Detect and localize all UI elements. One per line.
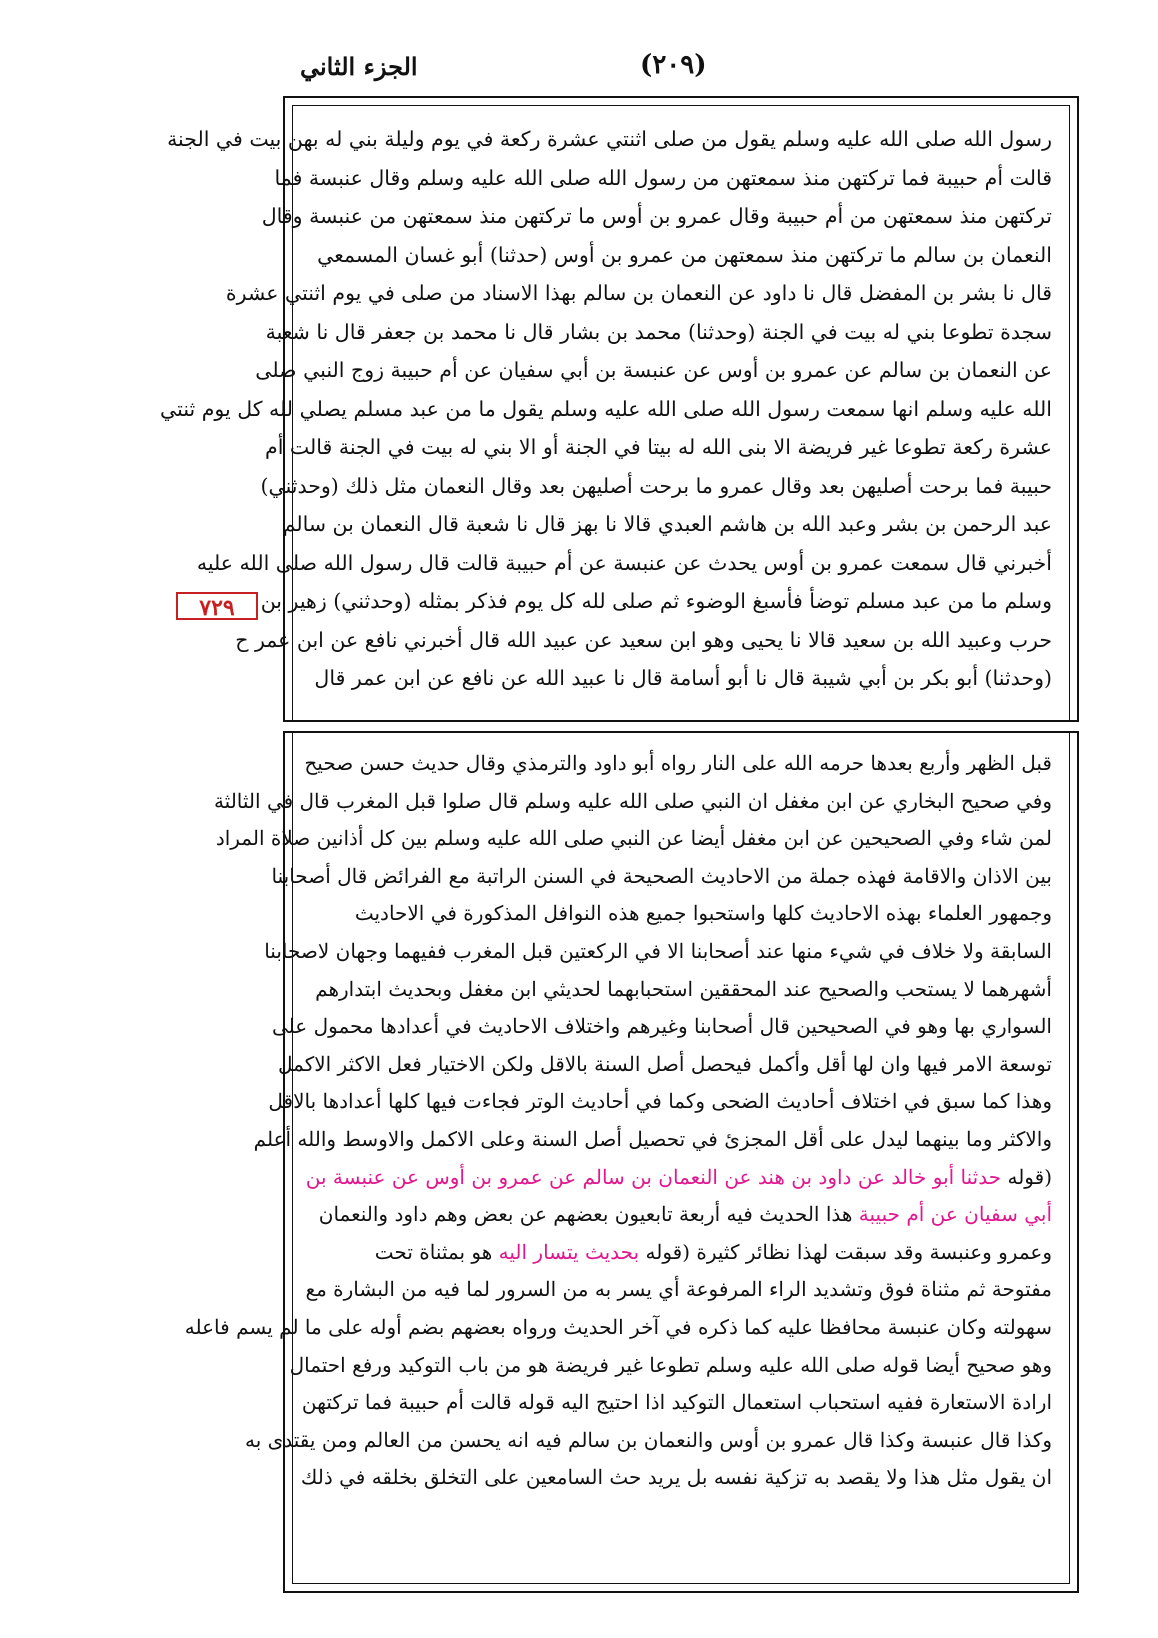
text-line: قالت أم حبيبة فما تركتهن منذ سمعتهن من رسول الله صلى الله عليه وسلم وقال عنبسة فما [274,165,1052,190]
text-line: سجدة تطوعا بني له بيت في الجنة (وحدثنا) محمد بن بشار قال نا محمد بن جعفر قال نا شعبة [265,319,1052,344]
text-line: وفي صحيح البخاري عن ابن مغفل ان النبي صلى الله عليه وسلم قال صلوا قبل المغرب قال في الثالثة [213,788,1052,813]
text-line: قال نا بشر بن المفضل قال نا داود عن النعمان بن سالم بهذا الاسناد من صلى في يوم اثنتي عشرة [225,281,1052,305]
text-line: سهولته وكان عنبسة محافظا عليه كما ذكره في آخر الحديث ورواه بعضهم بضم أوله على ما لم يسم فاعله [184,1314,1052,1339]
text-line: وهذا كما سبق في اختلاف أحاديث الضحى وكما في أحاديث الوتر فجاءت فيها كلها أعدادها بالاقل [268,1089,1052,1114]
text-line: السواري بها وهو في الصحيحين قال أصحابنا وغيرهم واختلاف الاحاديث في أعدادها محمول على [272,1014,1052,1039]
text-line: عبد الرحمن بن بشر وعبد الله بن هاشم العبدي قالا نا بهز قال نا شعبة قال النعمان بن سالم [282,512,1052,536]
text-line: عشرة ركعة تطوعا غير فريضة الا بنى الله له بيتا في الجنة أو الا بني له بيت في الجنة قالت أم [265,435,1052,459]
page-number: (٢٠٩) [640,50,707,80]
text-line: قبل الظهر وأربع بعدها حرمه الله على النار رواه أبو داود والترمذي وقال حديث حسن صحيح [304,751,1052,775]
commentary-text-block [184,745,1052,1497]
text-line: وهو صحيح أيضا قوله صلى الله عليه وسلم تطوعا غير فريضة هو من باب التوكيد ورفع احتمال [289,1352,1052,1377]
text-line: أخبرني قال سمعت عمرو بن أوس يحدث عن عنبسة عن أم حبيبة قالت قال رسول الله صلى الله عليه [196,550,1052,575]
text-line: الله عليه وسلم انها سمعت رسول الله صلى الله عليه وسلم يقول ما من عبد مسلم يصلي لله كل يوم ثنتي [160,396,1052,421]
text-line: والاكثر وما بينهما ليدل على أقل المجزئ في تحصيل أصل السنة وعلى الاكمل والاوسط والله أعلم [253,1126,1052,1151]
text-line: (قوله حدثنا أبو خالد عن داود بن هند عن النعمان بن سالم عن عمرو بن أوس عن عنبسة بن [305,1164,1052,1189]
text-line: تركتهن منذ سمعتهن من أم حبيبة وقال عمرو بن أوس ما تركتهن منذ سمعتهن من عنبسة وقال [261,204,1052,228]
text-line: ان يقول مثل هذا ولا يقصد به تزكية نفسه بل يريد حث السامعين على التخلق بخلقه في ذلك [300,1465,1052,1490]
text-line: السابقة ولا خلاف في شيء منها عند أصحابنا الا في الركعتين قبل المغرب ففيهما وجهان لاصحابنا [264,938,1052,963]
text-line: أشهرهما لا يستحب والصحيح عند المحققين استحبابهما لحديثي ابن مغفل وبحديث ابتدارهم [315,976,1052,1001]
text-line: وكذا قال عنبسة وكذا قال عمرو بن أوس والنعمان بن سالم فيه انه يحسن من العالم ومن يقتدى به [244,1427,1052,1452]
text-line: وعمرو وعنبسة وقد سبقت لهذا نظائر كثيرة (قوله بحديث يتسار اليه هو بمثناة تحت [374,1239,1052,1264]
text-line: وسلم ما من عبد مسلم توضأ فأسبغ الوضوء ثم صلى لله كل يوم فذكر بمثله (وحدثني) زهير بن [260,589,1052,613]
text-line: (وحدثنا) أبو بكر بن أبي شيبة قال نا أبو أسامة قال نا عبيد الله عن نافع عن ابن عمر قال [314,666,1052,690]
text-line: رسول الله صلى الله عليه وسلم يقول من صلى اثنتي عشرة ركعة في يوم وليلة بني له بهن بيت في الجنة [167,127,1052,151]
text-line: حرب وعبيد الله بن سعيد قالا نا يحيى وهو ابن سعيد عن عبيد الله قال أخبرني نافع عن ابن عمر ح [235,627,1052,652]
text-line: أبي سفيان عن أم حبيبة هذا الحديث فيه أربعة تابعيون بعضهم عن بعض وهم داود والنعمان [318,1202,1052,1227]
text-line: مفتوحة ثم مثناة فوق وتشديد الراء المرفوعة أي يسر به من السرور لما فيه من البشارة مع [305,1277,1052,1302]
text-line: حبيبة فما برحت أصليهن بعد وقال عمرو ما برحت أصليهن بعد وقال النعمان مثل ذلك (وحدثني) [260,473,1052,498]
text-line: توسعة الامر فيها وان لها أقل وأكمل فيحصل أصل السنة بالاقل ولكن الاختيار فعل الاكثر الاكمل [277,1051,1052,1076]
text-line: لمن شاء وفي الصحيحين عن ابن مغفل أيضا عن النبي صلى الله عليه وسلم بين كل أذانين صلاة المراد [215,826,1052,851]
text-line: النعمان بن سالم ما تركتهن منذ سمعتهن من عمرو بن أوس (حدثنا) أبو غسان المسمعي [317,242,1052,267]
text-line: بين الاذان والاقامة فهذه جملة من الاحاديث الصحيحة في السنن الراتبة مع الفرائض قال أصحابنا [271,863,1052,888]
hadith-number-box: ٧٢٩ [176,592,258,620]
section-divider [283,720,1079,733]
text-line: وجمهور العلماء بهذه الاحاديث كلها واستحبوا جميع هذه النوافل المذكورة في الاحاديث [354,901,1052,926]
text-line: ارادة الاستعارة ففيه استحباب استعمال التوكيد اذا احتيج اليه قوله قالت أم حبيبة فما تركتهن [301,1390,1052,1415]
text-line: عن النعمان بن سالم عن عمرو بن أوس عن عنبسة بن أبي سفيان عن أم حبيبة زوج النبي صلى [255,358,1052,382]
volume-title: الجزء الثاني [300,52,418,81]
